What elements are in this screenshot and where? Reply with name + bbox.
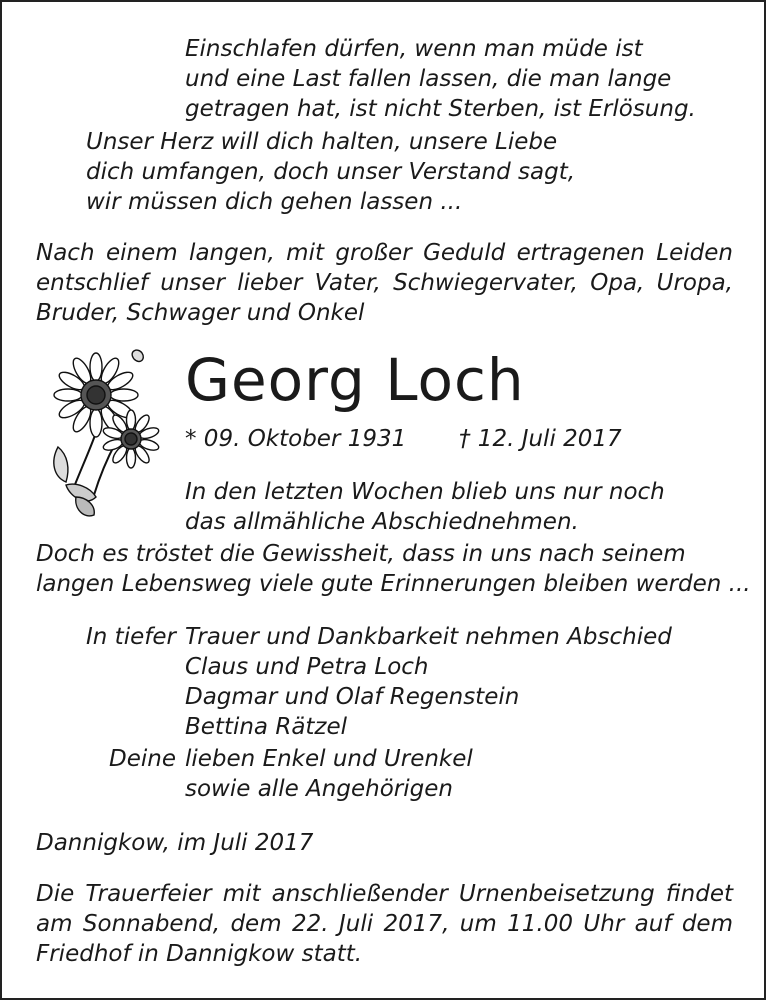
- death-date: † 12. Juli 2017: [459, 426, 622, 452]
- deceased-name: Georg Loch: [185, 346, 525, 414]
- sunflower-icon: [46, 347, 166, 522]
- message-line: In den letzten Wochen blieb uns nur noch: [185, 479, 665, 505]
- poem-line: dich umfangen, doch unser Verstand sagt,: [86, 159, 576, 185]
- mourner-name: Dagmar und Olaf Regenstein: [185, 684, 520, 710]
- message-line: Doch es tröstet die Gewissheit, dass in uns nach seinem: [36, 541, 686, 567]
- poem-line: getragen hat, ist nicht Sterben, ist Erlösung.: [185, 96, 696, 122]
- funeral-line: am Sonnabend, dem 22. Juli 2017, um 11.00 Uhr auf dem: [36, 911, 733, 937]
- grandchildren-label: Deine: [109, 746, 176, 772]
- mourners-intro-label: In tiefer: [86, 624, 176, 650]
- intro-line: entschlief unser lieber Vater, Schwiegervater, Opa, Uropa,: [36, 270, 733, 296]
- message-line: das allmähliche Abschiednehmen.: [185, 509, 579, 535]
- poem-line: Unser Herz will dich halten, unsere Liebe: [86, 129, 558, 155]
- intro-line: Nach einem langen, mit großer Geduld ertragenen Leiden: [36, 240, 733, 266]
- funeral-line: Die Trauerfeier mit anschließender Urnenbeisetzung findet: [36, 881, 733, 907]
- poem-line: und eine Last fallen lassen, die man lange: [185, 66, 672, 92]
- poem-line: Einschlafen dürfen, wenn man müde ist: [185, 36, 643, 62]
- intro-paragraph: [36, 238, 733, 328]
- poem-line: wir müssen dich gehen lassen ...: [86, 189, 463, 215]
- birth-date: * 09. Oktober 1931: [185, 426, 407, 452]
- funeral-paragraph: [36, 879, 733, 969]
- intro-line: Bruder, Schwager und Onkel: [36, 300, 365, 326]
- mourners-intro-text: Trauer und Dankbarkeit nehmen Abschied: [185, 624, 672, 650]
- grandchildren-text: lieben Enkel und Urenkel: [185, 746, 473, 772]
- mourner-name: Bettina Rätzel: [185, 714, 348, 740]
- mourner-name: Claus und Petra Loch: [185, 654, 429, 680]
- place-date: Dannigkow, im Juli 2017: [36, 830, 314, 856]
- other-relatives: sowie alle Angehörigen: [185, 776, 453, 802]
- funeral-line: Friedhof in Dannigkow statt.: [36, 941, 363, 967]
- message-line: langen Lebensweg viele gute Erinnerungen bleiben werden ...: [36, 571, 751, 597]
